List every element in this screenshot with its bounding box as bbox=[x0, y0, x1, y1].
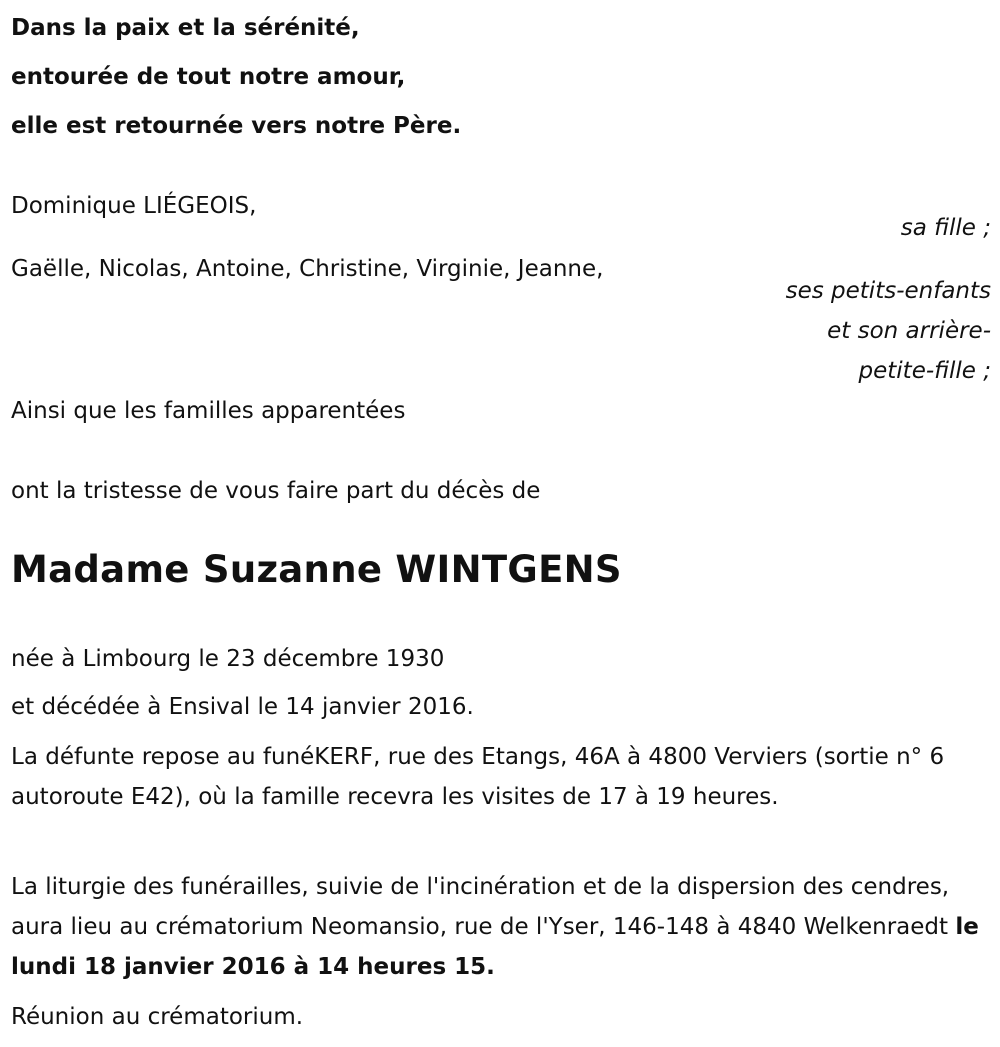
intro-line-2: entourée de tout notre amour, bbox=[11, 64, 406, 90]
deceased-name: Madame Suzanne WINTGENS bbox=[11, 548, 622, 591]
grandchildren-names: Gaëlle, Nicolas, Antoine, Christine, Virginie, Jeanne, bbox=[11, 256, 604, 282]
announcement-line: ont la tristesse de vous faire part du décès de bbox=[11, 478, 541, 504]
grandchildren-role bbox=[786, 271, 991, 391]
birth-line: née à Limbourg le 23 décembre 1930 bbox=[11, 646, 445, 672]
intro-line-1: Dans la paix et la sérénité, bbox=[11, 15, 360, 41]
ceremony-date: le lundi 18 janvier 2016 à 14 heures 15. bbox=[11, 914, 979, 980]
ceremony-text: La liturgie des funérailles, suivie de l'incinération et de la dispersion des cendres, aura lieu au crématorium Neomansio, rue de l'Yser, 146-148 à 4840 Welkenraedt bbox=[11, 874, 956, 940]
relatives-line: Ainsi que les familles apparentées bbox=[11, 398, 406, 424]
intro-line-3: elle est retournée vers notre Père. bbox=[11, 113, 462, 139]
daughter-role: sa fille ; bbox=[900, 215, 991, 241]
meeting-line: Réunion au crématorium. bbox=[11, 1004, 304, 1030]
grandchildren-role-line-3: petite-fille ; bbox=[858, 358, 991, 384]
death-line: et décédée à Ensival le 14 janvier 2016. bbox=[11, 694, 474, 720]
grandchildren-role-line-1: ses petits-enfants bbox=[785, 278, 991, 304]
ceremony-paragraph bbox=[11, 867, 986, 987]
visitation-paragraph: La défunte repose au funéKERF, rue des Etangs, 46A à 4800 Verviers (sortie n° 6 autoroute E42), où la famille recevra les visites de 17 à 19 heures. bbox=[11, 744, 945, 810]
daughter-name: Dominique LIÉGEOIS, bbox=[11, 193, 257, 219]
grandchildren-role-line-2: et son arrière- bbox=[827, 318, 991, 344]
